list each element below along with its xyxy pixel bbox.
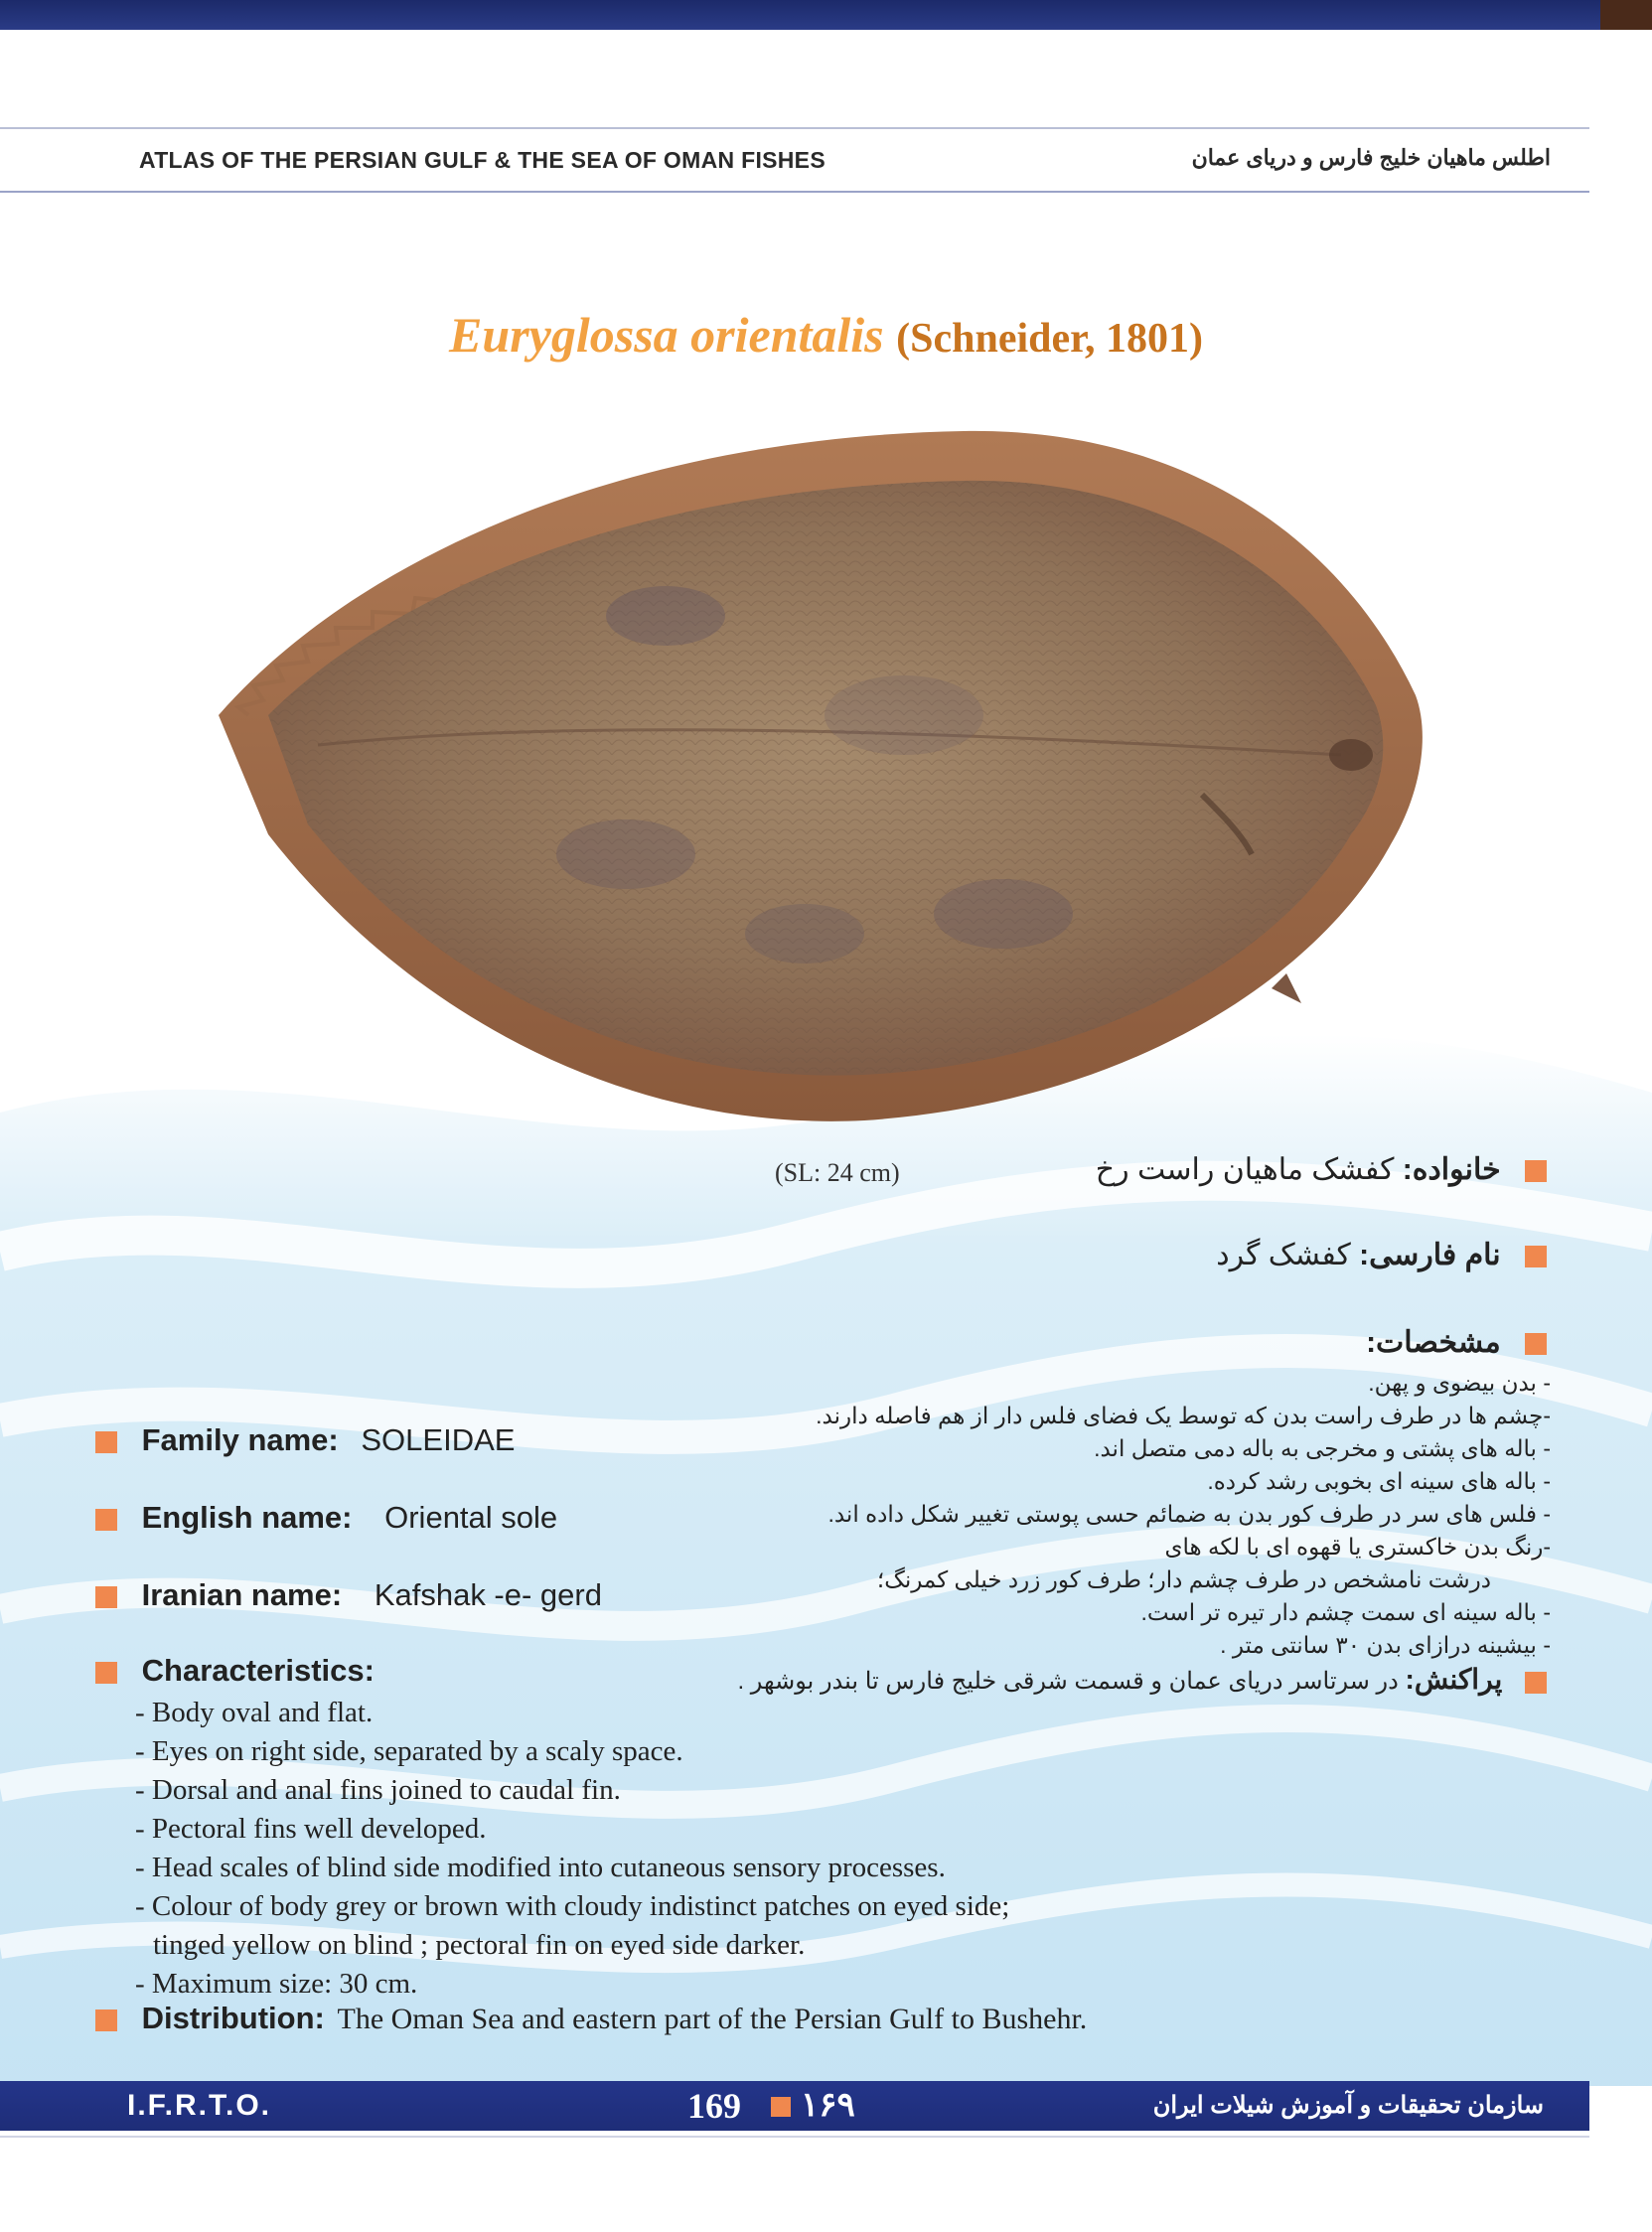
bullet-square-icon: [1525, 1246, 1547, 1267]
scientific-name: Euryglossa orientalis: [449, 307, 884, 363]
list-item: - باله های سینه ای بخوبی رشد کرده.: [1207, 1468, 1551, 1494]
characteristics-heading: [95, 1653, 375, 1689]
corner-mark: [1600, 0, 1652, 30]
author-year: (Schneider, 1801): [896, 316, 1203, 362]
family-name-row: [95, 1422, 515, 1458]
bullet-square-icon: [95, 2009, 117, 2031]
fa-characteristics-row: [1366, 1325, 1547, 1360]
fa-distribution-value: در سرتاسر دریای عمان و قسمت شرقی خلیج فارس تا بندر بوشهر .: [737, 1668, 1399, 1695]
list-item: -چشم ها در طرف راست بدن که توسط یک فضای فلس دار از هم فاصله دارند.: [816, 1403, 1551, 1428]
bullet-square-icon: [1525, 1672, 1547, 1694]
list-item: - Eyes on right side, separated by a scaly space.: [135, 1735, 683, 1767]
footer-rule: [0, 2136, 1589, 2138]
family-name-value: SOLEIDAE: [361, 1422, 516, 1457]
bullet-square-icon: [1525, 1333, 1547, 1355]
list-item: - Pectoral fins well developed.: [135, 1813, 487, 1845]
species-title: [0, 306, 1652, 364]
running-header-farsi: اطلس ماهیان خلیج فارس و دریای عمان: [1191, 145, 1551, 170]
running-header-english: ATLAS OF THE PERSIAN GULF & THE SEA OF OMAN FISHES: [139, 147, 826, 173]
top-color-strip: [0, 0, 1652, 30]
fa-family-label: خانواده:: [1402, 1153, 1501, 1186]
sole-fish-image: [209, 417, 1440, 1132]
bullet-square-icon: [1525, 1160, 1547, 1182]
fa-characteristics-label: مشخصات:: [1366, 1326, 1501, 1359]
iranian-name-label: Iranian name:: [141, 1577, 343, 1612]
header-rule-top: [0, 127, 1589, 129]
english-name-value: Oriental sole: [384, 1500, 558, 1535]
english-name-label: English name:: [141, 1500, 353, 1535]
fa-name-label: نام فارسی:: [1359, 1239, 1501, 1271]
fa-name-row: [1216, 1238, 1547, 1272]
fa-distribution-row: [737, 1663, 1547, 1696]
list-item: - باله های پشتی و مخرجی به باله دمی متصل اند.: [1094, 1435, 1551, 1461]
footer-org-farsi: سازمان تحقیقات و آموزش شیلات ایران: [1152, 2092, 1544, 2119]
list-item: درشت نامشخص در طرف چشم دار؛ طرف کور زرد خیلی کمرنگ؛: [876, 1566, 1491, 1592]
list-item: - باله سینه ای سمت چشم دار تیره تر است.: [1140, 1599, 1551, 1625]
fa-family-value: کفشک ماهیان راست رخ: [1095, 1153, 1395, 1186]
page-number: 169: [687, 2086, 741, 2126]
list-item: -رنگ بدن خاکستری یا قهوه ای با لکه های: [1164, 1534, 1551, 1560]
header-rule-bottom: [0, 191, 1589, 193]
characteristics-list: [135, 1694, 1009, 2004]
list-item: - Dorsal and anal fins joined to caudal fin.: [135, 1774, 621, 1806]
bullet-square-icon: [95, 1662, 117, 1684]
english-name-row: [95, 1500, 557, 1536]
iranian-name-row: [95, 1577, 602, 1613]
distribution-row: [95, 2001, 1087, 2036]
footer-square-icon: [771, 2097, 791, 2117]
footer-org-english: I.F.R.T.O.: [127, 2089, 272, 2122]
fa-characteristics-list: [736, 1367, 1551, 1662]
page-number-farsi: ۱۶۹: [801, 2086, 855, 2124]
bullet-square-icon: [95, 1586, 117, 1608]
list-item: - Colour of body grey or brown with cloudy indistinct patches on eyed side;: [135, 1890, 1010, 1922]
bullet-square-icon: [95, 1509, 117, 1531]
bullet-square-icon: [95, 1431, 117, 1453]
list-item: - بیشینه درازای بدن ۳۰ سانتی متر .: [1220, 1632, 1551, 1658]
list-item: tinged yellow on blind ; pectoral fin on eyed side darker.: [153, 1929, 806, 1961]
list-item: - Body oval and flat.: [135, 1697, 374, 1728]
standard-length-label: (SL: 24 cm): [775, 1158, 900, 1187]
characteristics-label: Characteristics:: [141, 1653, 375, 1688]
list-item: - Head scales of blind side modified into cutaneous sensory processes.: [135, 1852, 946, 1883]
fa-distribution-label: پراکنش:: [1405, 1664, 1503, 1695]
distribution-label: Distribution:: [141, 2001, 325, 2035]
fa-family-row: [1096, 1152, 1547, 1187]
list-item: - Maximum size: 30 cm.: [135, 1968, 418, 2000]
page-footer: [0, 2081, 1589, 2131]
family-name-label: Family name:: [141, 1422, 339, 1457]
list-item: - بدن بیضوی و پهن.: [1368, 1370, 1551, 1396]
distribution-value: The Oman Sea and eastern part of the Persian Gulf to Bushehr.: [337, 2003, 1088, 2035]
fa-name-value: کفشک گرد: [1216, 1239, 1351, 1271]
iranian-name-value: Kafshak -e- gerd: [374, 1577, 602, 1612]
list-item: - فلس های سر در طرف کور بدن به ضمائم حسی پوستی تغییر شکل داده اند.: [827, 1501, 1551, 1527]
